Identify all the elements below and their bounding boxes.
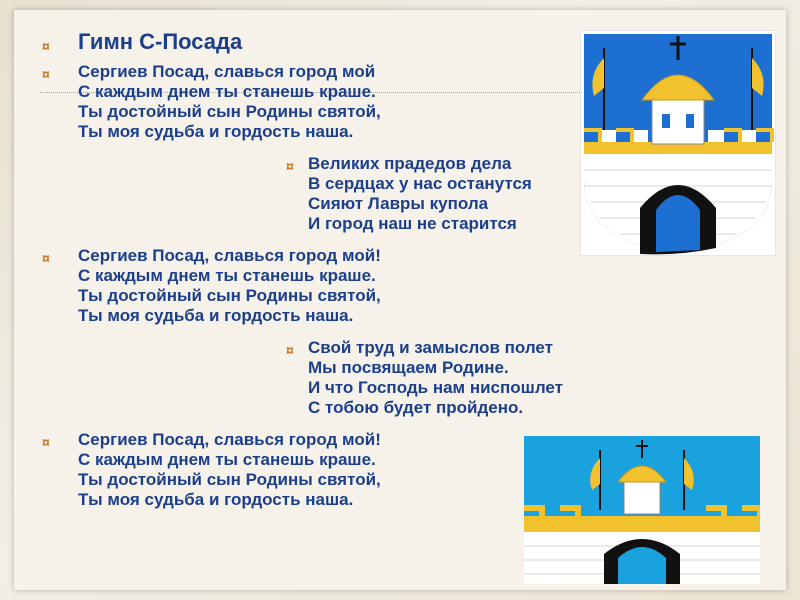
verse-block-1 bbox=[308, 154, 532, 234]
bullet-icon: ¤ bbox=[42, 38, 50, 54]
lyric-line: Ты достойный сын Родины святой, bbox=[78, 102, 381, 121]
lyric-line: Свой труд и замыслов полет bbox=[308, 338, 553, 357]
page-title: Гимн С-Посада bbox=[78, 29, 243, 54]
bullet-icon: ¤ bbox=[42, 250, 50, 266]
coat-of-arms-image bbox=[580, 30, 776, 256]
lyric-line: Сергиев Посад, славься город мой bbox=[78, 62, 376, 81]
lyric-line: Сергиев Посад, славься город мой! bbox=[78, 246, 381, 265]
lyric-line: Мы посвящаем Родине. bbox=[308, 358, 509, 377]
lyric-line: С каждым днем ты станешь краше. bbox=[78, 450, 376, 469]
lyric-line: И что Господь нам ниспошлет bbox=[308, 378, 563, 397]
chorus-block-1 bbox=[78, 62, 381, 142]
lyric-line: Ты моя судьба и гордость наша. bbox=[78, 122, 354, 141]
bullet-icon: ¤ bbox=[286, 342, 294, 358]
lyric-line: С каждым днем ты станешь краше. bbox=[78, 82, 376, 101]
verse-block-2 bbox=[308, 338, 563, 418]
bullet-icon: ¤ bbox=[42, 66, 50, 82]
lyric-line: И город наш не старится bbox=[308, 214, 517, 233]
lyric-line: Сергиев Посад, славься город мой! bbox=[78, 430, 381, 449]
lyric-line: Ты моя судьба и гордость наша. bbox=[78, 306, 354, 325]
city-flag-image bbox=[524, 436, 760, 584]
lyric-line: Сияют Лавры купола bbox=[308, 194, 489, 213]
lyric-line: С тобою будет пройдено. bbox=[308, 398, 524, 417]
lyric-line: Великих прадедов дела bbox=[308, 154, 512, 173]
bullet-icon: ¤ bbox=[42, 434, 50, 450]
bullet-icon: ¤ bbox=[286, 158, 294, 174]
lyric-line: Ты моя судьба и гордость наша. bbox=[78, 490, 354, 509]
chorus-block-2 bbox=[78, 246, 381, 326]
lyric-line: Ты достойный сын Родины святой, bbox=[78, 286, 381, 305]
lyric-line: Ты достойный сын Родины святой, bbox=[78, 470, 381, 489]
chorus-block-3 bbox=[78, 430, 381, 510]
lyric-line: С каждым днем ты станешь краше. bbox=[78, 266, 376, 285]
lyric-line: В сердцах у нас останутся bbox=[308, 174, 532, 193]
